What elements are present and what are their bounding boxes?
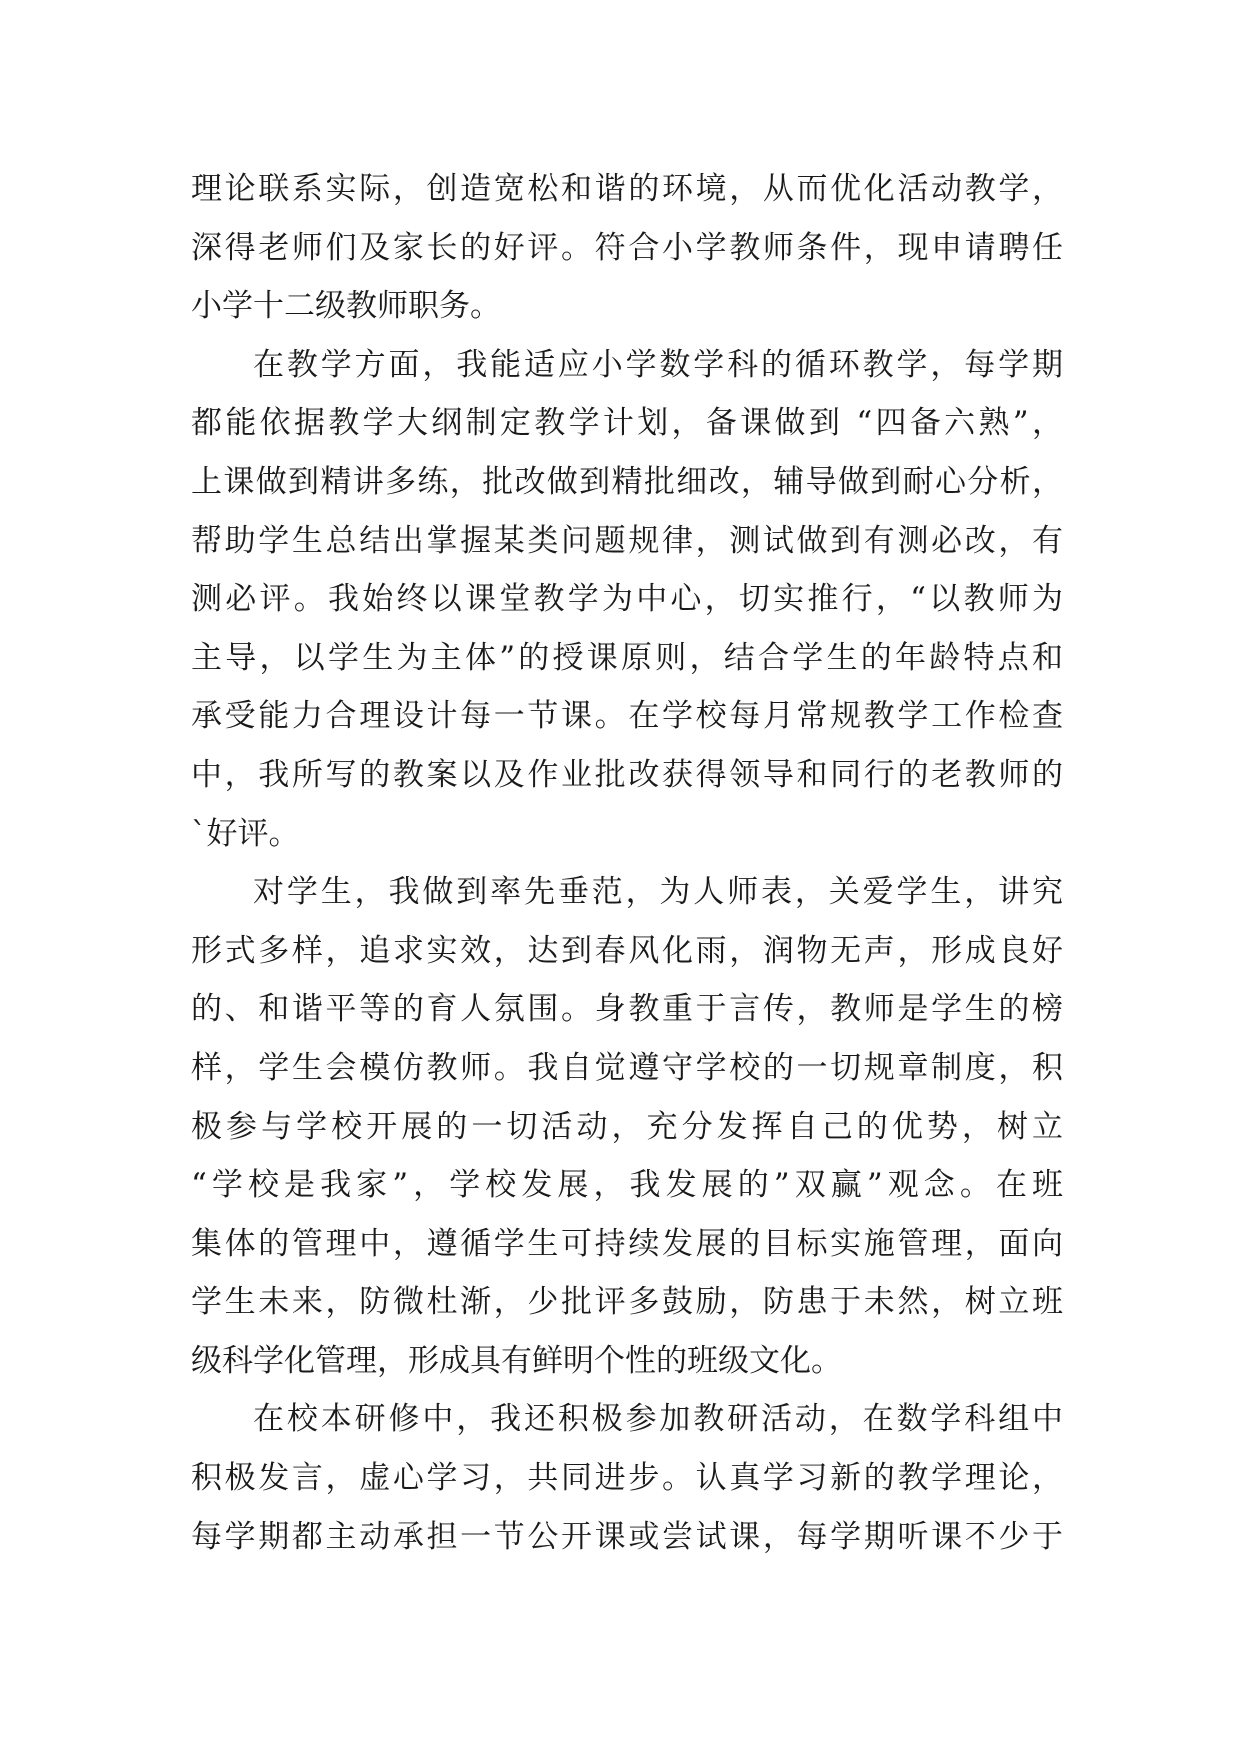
text-line: `好评。 <box>191 815 300 852</box>
text-line: 帮助学生总结出掌握某类问题规律，测试做到有测必改，有 <box>191 522 1063 559</box>
paragraph-first-line: 在教学方面，我能适应小学数学科的循环教学，每学期 <box>253 346 1063 383</box>
paragraph-first-line: 在校本研修中，我还积极参加教研活动，在数学科组中 <box>253 1401 1063 1438</box>
text-line: 形式多样，追求实效，达到春风化雨，润物无声，形成良好 <box>191 932 1063 969</box>
text-line: 上课做到精讲多练，批改做到精批细改，辅导做到耐心分析， <box>191 463 1063 500</box>
text-line: 小学十二级教师职务。 <box>191 288 501 325</box>
text-line: 积极发言，虚心学习，共同进步。认真学习新的教学理论， <box>191 1460 1063 1497</box>
text-line: 都能依据教学大纲制定教学计划，备课做到 “四备六熟”， <box>191 405 1063 442</box>
body-text <box>191 160 1063 1566</box>
text-line: 深得老师们及家长的好评。符合小学教师条件，现申请聘任 <box>191 229 1063 266</box>
text-line: 极参与学校开展的一切活动，充分发挥自己的优势，树立 <box>191 1108 1063 1145</box>
text-line: 学生未来，防微杜渐，少批评多鼓励，防患于未然，树立班 <box>191 1284 1063 1321</box>
paragraph-first-line: 对学生，我做到率先垂范，为人师表，关爱学生，讲究 <box>253 874 1063 911</box>
text-line: “学校是我家”，学校发展，我发展的”双赢”观念。在班 <box>191 1167 1063 1204</box>
text-line: 的、和谐平等的育人氛围。身教重于言传，教师是学生的榜 <box>191 991 1063 1028</box>
text-line: 理论联系实际，创造宽松和谐的环境，从而优化活动教学， <box>191 171 1063 207</box>
text-line: 样，学生会模仿教师。我自觉遵守学校的一切规章制度，积 <box>191 1049 1063 1086</box>
text-line: 集体的管理中，遵循学生可持续发展的目标实施管理，面向 <box>191 1225 1063 1262</box>
text-line: 每学期都主动承担一节公开课或尝试课，每学期听课不少于 <box>191 1518 1063 1555</box>
text-line: 中，我所写的教案以及作业批改获得领导和同行的老教师的 <box>191 756 1063 793</box>
text-line: 级科学化管理，形成具有鲜明个性的班级文化。 <box>191 1342 842 1379</box>
text-line: 主导，以学生为主体”的授课原则，结合学生的年龄特点和 <box>191 639 1063 676</box>
text-line: 测必评。我始终以课堂教学为中心，切实推行，“以教师为 <box>191 581 1063 618</box>
text-line: 承受能力合理设计每一节课。在学校每月常规教学工作检查 <box>191 698 1063 735</box>
